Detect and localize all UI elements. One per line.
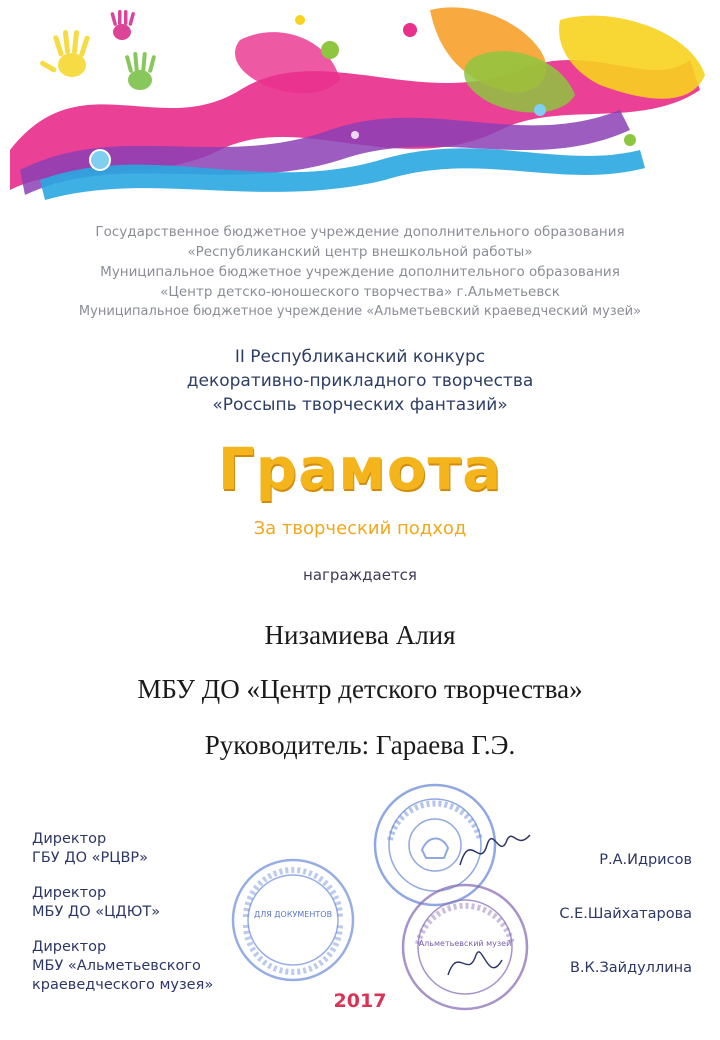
- stamp-label: Альметьевский музей: [418, 939, 512, 948]
- header-banner: [0, 0, 720, 210]
- certificate-year: 2017: [333, 990, 387, 1012]
- awarded-label: награждается: [303, 566, 417, 584]
- signatory-name-3: В.К.Зайдуллина: [570, 960, 692, 976]
- droplet: [534, 104, 546, 116]
- droplet: [624, 134, 636, 146]
- droplet: [321, 41, 339, 59]
- round-stamp-cdut: [228, 855, 358, 985]
- droplet: [403, 23, 417, 37]
- contest-name: «Россыпь творческих фантазий»: [212, 395, 508, 415]
- organizer-line: «Центр детско-юношеского творчества» г.Альметьевск: [160, 284, 560, 300]
- recipient-name: Низамиева Алия: [264, 620, 456, 650]
- signatory-left-3: [32, 938, 213, 995]
- signatory-position: Директор: [32, 885, 107, 901]
- magenta-splash: [235, 32, 340, 93]
- signatory-position: Директор: [32, 831, 107, 847]
- contest-line: II Республиканский конкурс: [234, 347, 486, 367]
- signatory-name-1: Р.А.Идрисов: [599, 852, 692, 868]
- signatory-organization: МБУ ДО «ЦДЮТ»: [32, 904, 161, 920]
- organizer-line: «Республиканский центр внешкольной работы»: [187, 244, 533, 260]
- stamp-label: ДЛЯ ДОКУМЕНТОВ: [253, 910, 333, 919]
- droplet: [90, 150, 110, 170]
- organizers-block: [0, 222, 720, 322]
- organizer-line: Государственное бюджетное учреждение дополнительного образования: [95, 224, 625, 240]
- hand-print-yellow: [39, 30, 90, 77]
- supervisor-line: Руководитель: Гараева Г.Э.: [204, 730, 516, 760]
- droplet: [295, 15, 305, 25]
- signatory-organization: МБУ «Альметьевского: [32, 958, 201, 974]
- organizer-line: Муниципальное бюджетное учреждение «Альметьевский краеведческий музей»: [78, 304, 642, 319]
- certificate-title: Грамота: [217, 435, 503, 503]
- signatory-left-1: [32, 830, 148, 868]
- recipient-institution: МБУ ДО «Центр детского творчества»: [137, 674, 583, 704]
- signatory-organization: краеведческого музея»: [32, 977, 214, 993]
- contest-block: [0, 345, 720, 417]
- droplet: [351, 131, 359, 139]
- signatory-position: Директор: [32, 939, 107, 955]
- hand-print-green: [125, 52, 157, 90]
- contest-line: декоративно-прикладного творчества: [186, 371, 534, 391]
- signature-idrisov: [455, 820, 535, 880]
- signature-zaydullina: [440, 935, 510, 995]
- organizer-line: Муниципальное бюджетное учреждение дополнительного образования: [100, 264, 620, 280]
- signatory-organization: ГБУ ДО «РЦВР»: [32, 850, 149, 866]
- signatory-name-2: С.Е.Шайхатарова: [559, 906, 692, 922]
- signatory-left-2: [32, 884, 160, 922]
- hand-print-magenta: [110, 10, 135, 40]
- award-reason: За творческий подход: [253, 518, 467, 539]
